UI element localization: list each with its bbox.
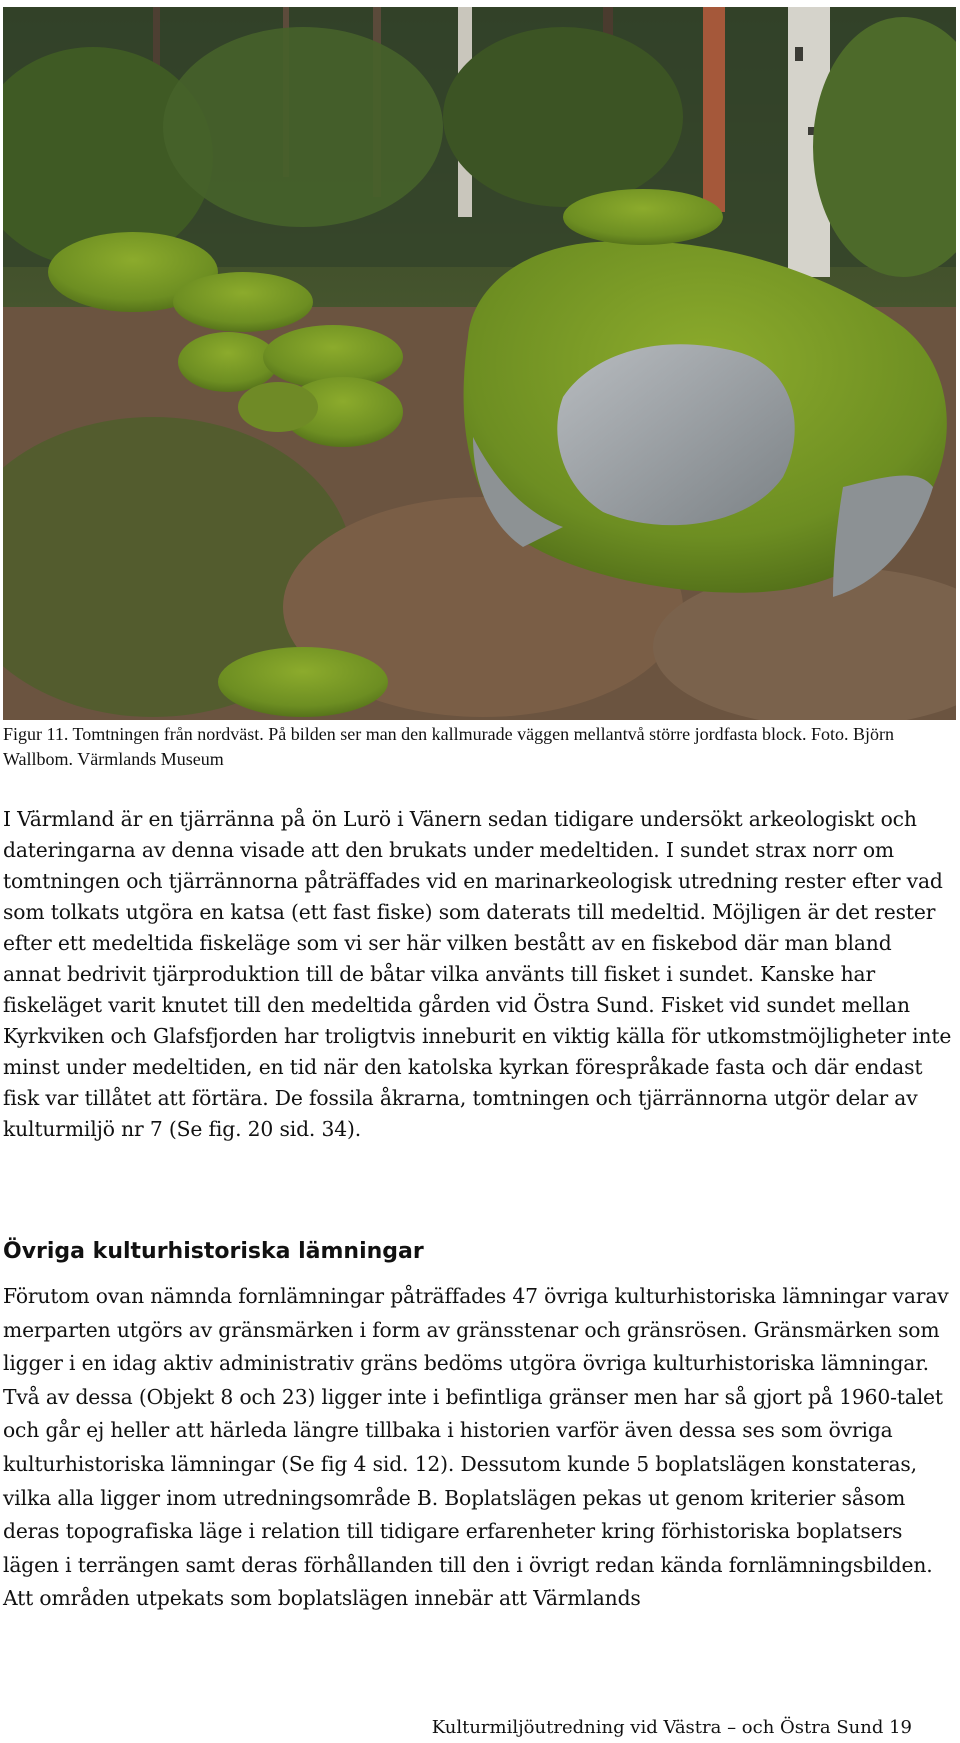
figure-caption: Figur 11. Tomtningen från nordväst. På bilden ser man den kallmurade väggen mellantvå större jordfasta block. Foto. Björn Wallbom. Värmlands Museum: [3, 724, 895, 769]
body-paragraph-1: I Värmland är en tjärränna på ön Lurö i Vänern sedan tidigare undersökt arkeologiskt och dateringarna av denna visade att den brukats under medeltiden. I sundet strax norr om tomtningen och tjärrännorna påträffades vid en marinarkeologisk utredning rester efter vad som tolkats utgöra en katsa (ett fast fiske) som daterats till medeltid. Möjligen är det rester efter ett medeltida fiskeläge som vi ser här vilken bestått av en fiskebod där man bland annat bedrivit tjärproduktion till de båtar vilka använts till fisket i sundet. Kanske har fiskeläget varit knutet till den medeltida gården vid Östra Sund. Fisket vid sundet mellan Kyrkviken och Glafsfjorden har troligtvis inneburit en viktig källa för utkomstmöjligheter inte minst under medeltiden, en tid när den katolska kyrkan förespråkade fasta och där endast fisk var tillåtet att förtära. De fossila åkrarna, tomtningen och tjärrännorna utgör delar av kulturmiljö nr 7 (Se fig. 20 sid. 34).: [3, 807, 952, 1141]
body-paragraph-2: Förutom ovan nämnda fornlämningar påträffades 47 övriga kulturhistoriska lämningar varav merparten utgörs av gränsmärken i form av gränsstenar och gränsrösen. Gränsmärken som ligger i en idag aktiv administrativ gräns bedöms utgöra övriga kulturhistoriska lämningar. Två av dessa (Objekt 8 och 23) ligger inte i befintliga gränser men har så gjort på 1960-talet och går ej heller att härleda längre tillbaka i historien varför även dessa ses som övriga kulturhistoriska lämningar (Se fig 4 sid. 12). Dessutom kunde 5 boplatslägen konstateras, vilka alla ligger inom utredningsområde B. Boplatslägen pekas ut genom kriterier såsom deras topografiska läge i relation till tidigare erfarenheter kring förhistoriska boplatsers lägen i terrängen samt deras förhållanden till den i övrigt redan kända fornlämningsbilden. Att områden utpekats som boplatslägen innebär att Värmlands: [3, 1284, 949, 1611]
section-heading: Övriga kulturhistoriska lämningar: [3, 1239, 424, 1264]
figure-photo: [3, 7, 956, 720]
moss-covered-boulders-forest-photo: [3, 7, 956, 720]
page-footer: Kulturmiljöutredning vid Västra – och Östra Sund 19: [431, 1717, 912, 1738]
